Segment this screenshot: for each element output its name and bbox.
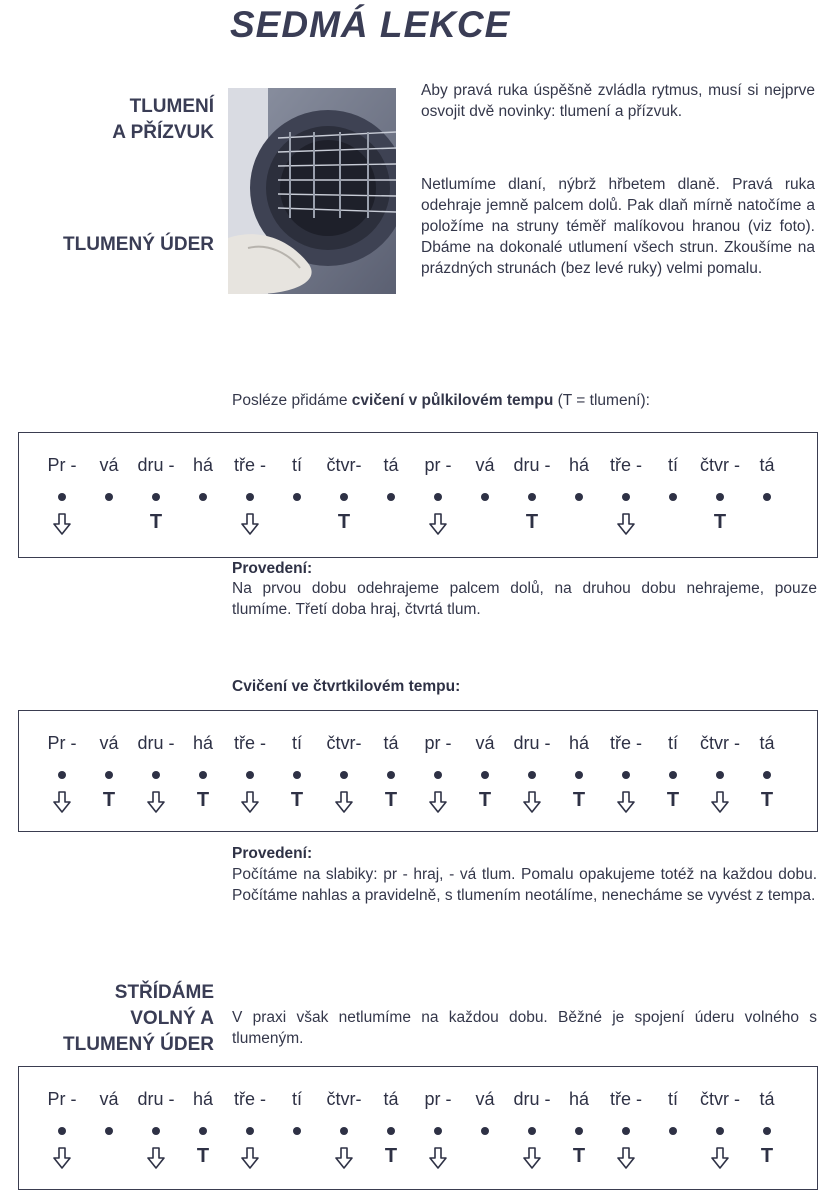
beat-dot [575,493,583,501]
beat-dot [669,1127,677,1135]
syllable: há [568,1089,590,1109]
syllable: pr - [424,455,452,475]
down-strum-arrow-icon [321,1147,367,1169]
muted-stroke-mark: T [290,789,304,811]
syllable: tá [759,1089,775,1109]
down-strum-arrow-icon [415,1147,461,1169]
beat-dot [387,771,395,779]
beat-dot [528,493,536,501]
syllable: tá [383,733,399,753]
beat-dot [152,493,160,501]
beat-dot [434,493,442,501]
syllable: tá [383,455,399,475]
syllable: tí [291,1089,302,1109]
syllable: dru - [137,733,175,753]
down-strum-arrow-icon [39,791,85,813]
beat-dot [434,771,442,779]
beat-dot [152,1127,160,1135]
muted-stroke-mark: T [572,789,586,811]
beat-dot [622,771,630,779]
syllable: čtvr - [700,733,740,753]
beat-dot [105,493,113,501]
beat-dot [481,1127,489,1135]
beat-dot [58,1127,66,1135]
down-strum-arrow-icon [415,513,461,535]
rhythm-box-1 [18,432,818,558]
syllable: tře - [233,733,266,753]
muted-stroke-mark: T [384,1145,398,1167]
syllable: tí [667,455,678,475]
syllable: tře - [233,1089,266,1109]
exercise1-provedeni-label: Provedení: [232,560,313,577]
beat-dot [434,1127,442,1135]
beat-dot [387,1127,395,1135]
syllable: tře - [609,455,642,475]
muted-stroke-mark: T [666,789,680,811]
beat-dot [58,493,66,501]
syllable: vá [99,455,119,475]
down-strum-arrow-icon [415,791,461,813]
syllable: há [568,733,590,753]
syllable: dru - [513,733,551,753]
heading-line: TLUMENÝ ÚDER [63,1034,214,1055]
beat-dot [105,1127,113,1135]
syllable: há [192,1089,214,1109]
down-strum-arrow-icon [39,513,85,535]
syllable: há [192,733,214,753]
beat-dot [622,1127,630,1135]
beat-dot [340,771,348,779]
syllable: tí [667,1089,678,1109]
guitar-photo [228,88,396,294]
beat-dot [716,771,724,779]
syllable: pr - [424,1089,452,1109]
syllable: tá [383,1089,399,1109]
syllable: čtvr - [700,455,740,475]
down-strum-arrow-icon [133,791,179,813]
down-strum-arrow-icon [697,791,743,813]
beat-dot [763,771,771,779]
beat-dot [58,771,66,779]
exercise1-intro-bold: cvičení v půlkilovém tempu [351,392,554,409]
section-subheading-tlumeny-uder: TLUMENÝ ÚDER [63,234,214,255]
syllable: čtvr- [326,1089,362,1109]
syllable: vá [475,1089,495,1109]
down-strum-arrow-icon [697,1147,743,1169]
muted-stroke-mark: T [102,789,116,811]
beat-dot [763,1127,771,1135]
muted-stroke-mark: T [478,789,492,811]
down-strum-arrow-icon [227,513,273,535]
intro-paragraph: Aby pravá ruka úspěšně zvládla rytmus, musí si nejprve osvojit dvě novinky: tlumení a přízvuk. [421,82,815,120]
syllable: tí [667,733,678,753]
exercise1-provedeni-text: Na prvou dobu odehrajeme palcem dolů, na druhou dobu nehrajeme, pouze tlumíme. Třetí doba hraj, čtvrtá tlum. [232,580,817,618]
syllable: Pr - [47,455,77,475]
exercise2-provedeni-label: Provedení: [232,845,313,862]
down-strum-arrow-icon [227,1147,273,1169]
syllable: tá [759,455,775,475]
muted-stroke-mark: T [760,789,774,811]
beat-dot [669,771,677,779]
heading-line: A PŘÍZVUK [112,122,214,143]
beat-dot [575,771,583,779]
beat-dot [716,493,724,501]
rhythm-box-3 [18,1066,818,1190]
syllable: Pr - [47,1089,77,1109]
syllable: dru - [137,455,175,475]
heading-line: TLUMENÍ [129,96,214,117]
down-strum-arrow-icon [227,791,273,813]
heading-line: VOLNÝ A [130,1008,214,1029]
syllable: pr - [424,733,452,753]
muted-stroke-mark: T [196,1145,210,1167]
beat-dot [246,493,254,501]
down-strum-arrow-icon [603,1147,649,1169]
syllable: Pr - [47,733,77,753]
section-heading-stridame [63,980,214,1058]
syllable: tře - [233,455,266,475]
syllable: há [568,455,590,475]
beat-dot [528,1127,536,1135]
syllable: dru - [513,455,551,475]
beat-dot [293,771,301,779]
syllable: vá [99,1089,119,1109]
beat-dot [293,1127,301,1135]
beat-dot [763,493,771,501]
beat-dot [293,493,301,501]
beat-dot [387,493,395,501]
down-strum-arrow-icon [509,1147,555,1169]
down-strum-arrow-icon [509,791,555,813]
exercise2-provedeni-text: Počítáme na slabiky: pr - hraj, - vá tlum. Pomalu opakujeme totéž na každou dobu. Počítáme nahlas a pravidelně, s tlumením neotálíme, nenecháme se vyvést z tempa. [232,866,817,904]
beat-dot [246,771,254,779]
down-strum-arrow-icon [603,513,649,535]
muted-stroke-mark: T [525,511,539,533]
syllable: vá [99,733,119,753]
syllable: tí [291,455,302,475]
down-strum-arrow-icon [39,1147,85,1169]
description-paragraph: Netlumíme dlaní, nýbrž hřbetem dlaně. Pravá ruka odehraje jemně palcem dolů. Pak dlaň mírně natočíme a položíme na struny téměř malíkovou hranou (viz foto). Dbáme na dokonalé utlumení všech strun. Zkoušíme na prázdných strunách (bez levé ruky) velmi pomalu. [421,176,815,277]
muted-stroke-mark: T [384,789,398,811]
syllable: tá [759,733,775,753]
beat-dot [152,771,160,779]
exercise2-heading: Cvičení ve čtvrtkilovém tempu: [232,678,461,695]
muted-stroke-mark: T [149,511,163,533]
syllable: tře - [609,1089,642,1109]
beat-dot [199,771,207,779]
syllable: čtvr- [326,733,362,753]
beat-dot [622,493,630,501]
beat-dot [340,1127,348,1135]
section3-text: V praxi však netlumíme na každou dobu. Běžné je spojení úderu volného s tlumeným. [232,1009,817,1047]
beat-dot [246,1127,254,1135]
syllable: čtvr - [700,1089,740,1109]
page-title: SEDMÁ LEKCE [230,4,511,45]
heading-line: STŘÍDÁME [114,982,214,1003]
syllable: vá [475,455,495,475]
beat-dot [105,771,113,779]
exercise1-intro-prefix: Posléze přidáme [232,392,352,409]
muted-stroke-mark: T [713,511,727,533]
muted-stroke-mark: T [337,511,351,533]
syllable: dru - [137,1089,175,1109]
syllable: dru - [513,1089,551,1109]
beat-dot [716,1127,724,1135]
exercise1-intro-suffix: (T = tlumení): [553,392,650,409]
beat-dot [481,493,489,501]
beat-dot [669,493,677,501]
exercise1-intro [232,390,792,411]
syllable: tře - [609,733,642,753]
beat-dot [199,493,207,501]
muted-stroke-mark: T [572,1145,586,1167]
down-strum-arrow-icon [603,791,649,813]
muted-stroke-mark: T [760,1145,774,1167]
syllable: tí [291,733,302,753]
beat-dot [575,1127,583,1135]
beat-dot [528,771,536,779]
down-strum-arrow-icon [133,1147,179,1169]
rhythm-box-2 [18,710,818,832]
section-heading-tlumeni [112,94,214,146]
syllable: há [192,455,214,475]
down-strum-arrow-icon [321,791,367,813]
beat-dot [481,771,489,779]
syllable: čtvr- [326,455,362,475]
syllable: vá [475,733,495,753]
beat-dot [199,1127,207,1135]
muted-stroke-mark: T [196,789,210,811]
beat-dot [340,493,348,501]
